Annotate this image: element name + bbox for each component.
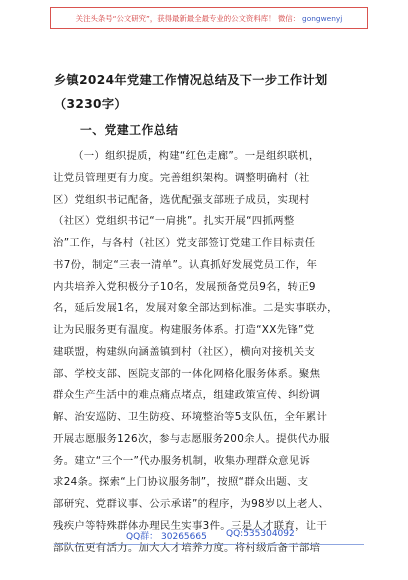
body-line: 解、治安巡防、卫生防疫、环境整治等5支队伍，全年累计 [53, 411, 328, 423]
body-line: 建联盟，构建纵向涵盖镇到村（社区），横向对接机关支 [53, 345, 316, 358]
body-line: 部研究、党群议事、公示承诺”的程序，为98岁以上老人、 [53, 498, 330, 510]
body-line: 治”工作，与各村（社区）党支部签订党建工作目标责任 [53, 237, 316, 249]
promo-banner [50, 7, 368, 29]
body-line: 残疾户等特殊群体办理民生实事3件。三是人才联育，让干 [53, 519, 328, 532]
body-line: 书7份，制定“三表一清单”。认真抓好发展党员工作，年 [53, 258, 318, 271]
document-title: 乡镇2024年党建工作情况总结及下一步工作计划（3230字） [54, 73, 328, 111]
qq-contact-number: QQ:535304092 [226, 529, 295, 539]
body-line: （社区）党组织书记“一肩挑”。扎实开展“四抓两整 [53, 215, 295, 228]
qq-group-number: QQ群： 30265665 [126, 532, 207, 542]
body-line: 群众生产生活中的难点痛点堵点，组建政策宣传、纠纷调 [53, 389, 321, 402]
body-line: （一）组织提质，构建“红色走廊”。一是组织联机， [73, 150, 320, 162]
body-line: 区）党组织书记配备，选优配强支部班子成员，实现村 [53, 193, 310, 206]
document-body [53, 146, 373, 559]
body-line: 求24条。探索“上门协议服务制”，按照“群众出题、支 [53, 476, 309, 489]
footer-divider [54, 544, 364, 545]
body-line: 内共培养入党积极分子10名，发展预备党员9名，转正9 [53, 280, 316, 293]
body-line: 让为民服务更有温度。构建服务体系。打造“XX先锋”党 [53, 324, 315, 336]
banner-text: 关注头条号“公文研究”，获得最新最全最专业的公文资料库！ 微信： [75, 13, 301, 23]
body-line: 名，延后发展1名，发展对象全部达到标准。二是实事联办， [53, 302, 338, 315]
body-line: 部、学校支部、医院支部的一体化网格化服务体系。聚焦 [53, 367, 321, 380]
body-line: 务。建立“三个一”代办服务机制，收集办理群众意见诉 [53, 454, 311, 467]
wechat-handle: gongwenyj [302, 13, 343, 23]
page-footer [0, 529, 408, 543]
body-line: 让党员管理更有力度。完善组织架构。调整明确村（社 [53, 171, 310, 184]
body-line: 开展志愿服务126次，参与志愿服务200余人。提供代办服 [53, 432, 330, 445]
body-line: 部队伍更有活力。加大人才培养力度。将村级后备干部培 [53, 541, 321, 554]
section-heading: 一、党建工作总结 [80, 123, 179, 137]
